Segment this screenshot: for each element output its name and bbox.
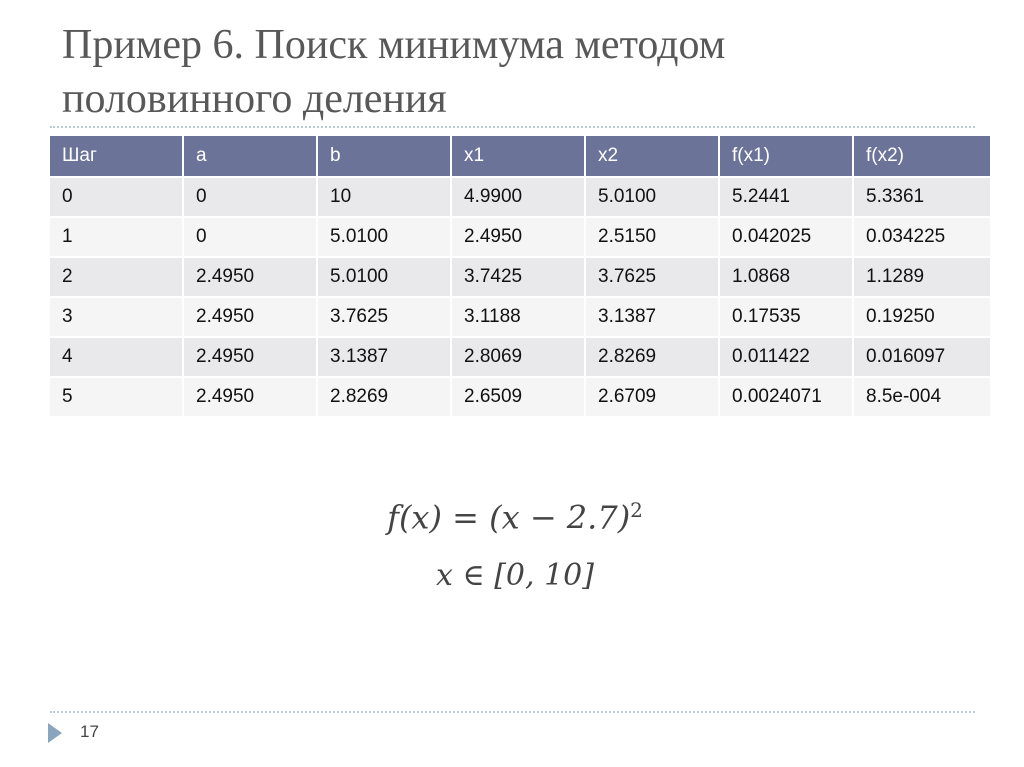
header-fx1: f(x1) [719, 135, 853, 177]
cell-fx2: 0.016097 [853, 337, 991, 377]
cell-b: 2.8269 [317, 377, 451, 417]
table-row [49, 177, 991, 217]
cell-x2: 3.1387 [585, 297, 719, 337]
cell-fx2: 0.034225 [853, 217, 991, 257]
cell-step: 4 [49, 337, 183, 377]
cell-fx1: 0.011422 [719, 337, 853, 377]
triangle-bullet-icon [48, 723, 62, 743]
function-formula-text: f(x) = (x − 2.7) [387, 498, 631, 537]
cell-a: 2.4950 [183, 297, 317, 337]
cell-b: 3.7625 [317, 297, 451, 337]
cell-x2: 2.8269 [585, 337, 719, 377]
cell-x1: 3.1188 [451, 297, 585, 337]
header-b: b [317, 135, 451, 177]
cell-step: 3 [49, 297, 183, 337]
cell-step: 2 [49, 257, 183, 297]
iteration-table [48, 134, 992, 418]
cell-b: 5.0100 [317, 257, 451, 297]
cell-a: 2.4950 [183, 257, 317, 297]
formula-exponent: 2 [630, 498, 643, 522]
cell-a: 2.4950 [183, 377, 317, 417]
cell-fx2: 5.3361 [853, 177, 991, 217]
cell-fx1: 5.2441 [719, 177, 853, 217]
table-row [49, 217, 991, 257]
cell-b: 5.0100 [317, 217, 451, 257]
cell-x2: 3.7625 [585, 257, 719, 297]
cell-fx1: 1.0868 [719, 257, 853, 297]
header-fx2: f(x2) [853, 135, 991, 177]
cell-step: 0 [49, 177, 183, 217]
cell-x2: 2.5150 [585, 217, 719, 257]
function-formula [380, 486, 650, 542]
page-number: 17 [80, 722, 99, 741]
cell-fx2: 1.1289 [853, 257, 991, 297]
cell-step: 1 [49, 217, 183, 257]
cell-fx2: 8.5e-004 [853, 377, 991, 417]
title-divider [50, 126, 975, 128]
header-x1: x1 [451, 135, 585, 177]
cell-step: 5 [49, 377, 183, 417]
table-row [49, 337, 991, 377]
cell-x1: 2.8069 [451, 337, 585, 377]
cell-x1: 2.4950 [451, 217, 585, 257]
formula-block [380, 486, 650, 600]
cell-fx1: 0.17535 [719, 297, 853, 337]
slide-title: Пример 6. Поиск минимума методом половинного деления [62, 22, 726, 122]
table-row [49, 257, 991, 297]
cell-b: 10 [317, 177, 451, 217]
table-row [49, 377, 991, 417]
cell-x1: 2.6509 [451, 377, 585, 417]
header-a: a [183, 135, 317, 177]
cell-fx1: 0.042025 [719, 217, 853, 257]
cell-b: 3.1387 [317, 337, 451, 377]
cell-x1: 3.7425 [451, 257, 585, 297]
header-x2: x2 [585, 135, 719, 177]
cell-fx2: 0.19250 [853, 297, 991, 337]
cell-x2: 2.6709 [585, 377, 719, 417]
domain-formula: x ∈ [0, 10] [436, 557, 594, 593]
table-row [49, 297, 991, 337]
table-header-row [49, 135, 991, 177]
cell-x1: 4.9900 [451, 177, 585, 217]
cell-a: 2.4950 [183, 337, 317, 377]
cell-a: 0 [183, 177, 317, 217]
header-step: Шаг [49, 135, 183, 177]
footer-divider [50, 711, 975, 713]
cell-x2: 5.0100 [585, 177, 719, 217]
cell-a: 0 [183, 217, 317, 257]
cell-fx1: 0.0024071 [719, 377, 853, 417]
